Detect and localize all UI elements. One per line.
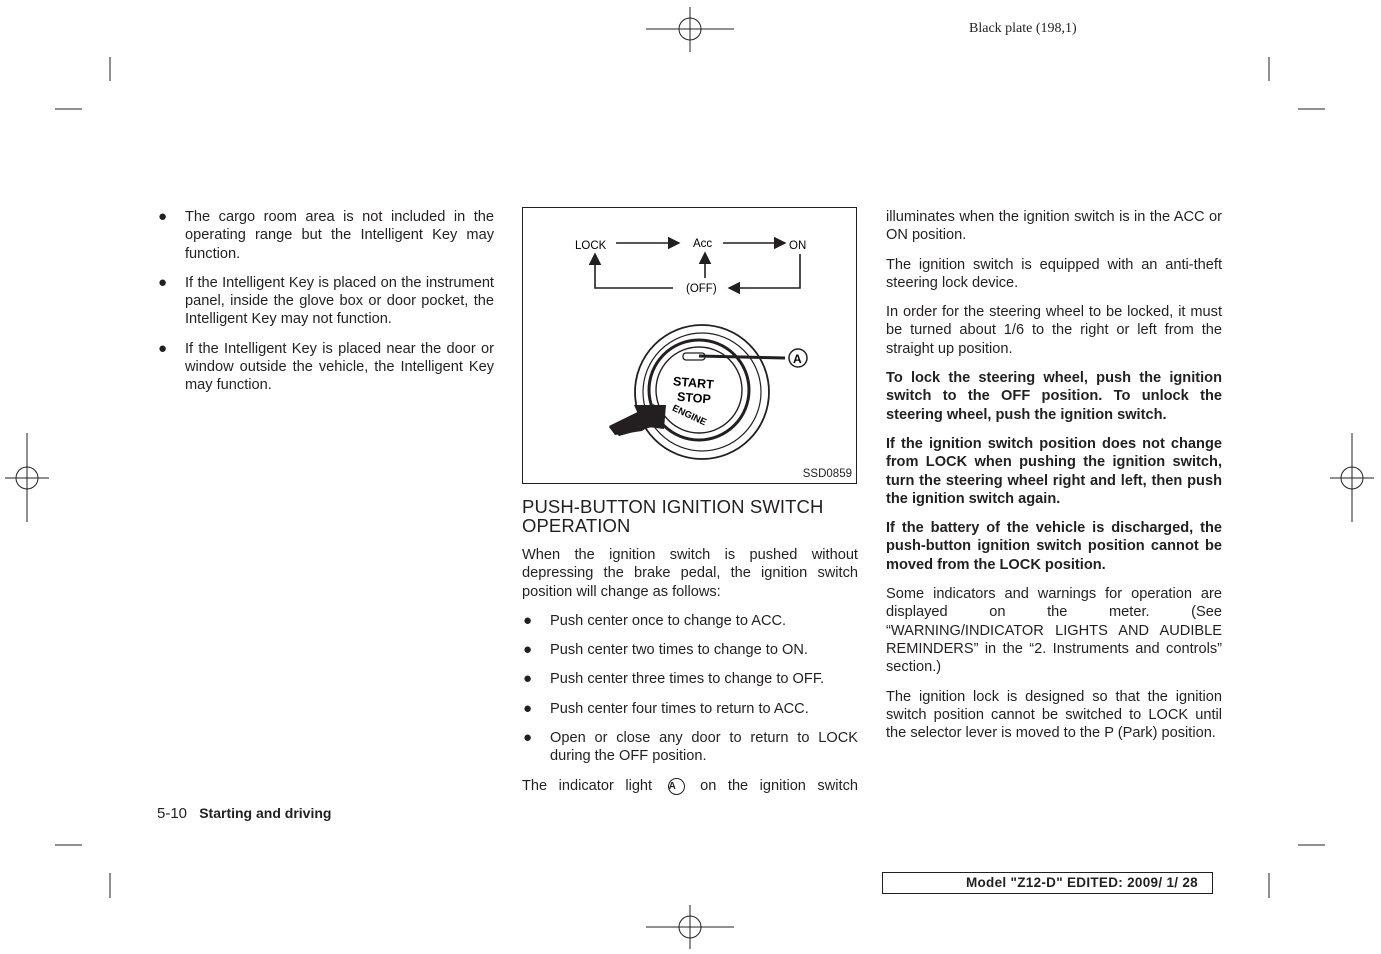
list-item-text: If the Intelligent Key is placed near the door or window outside the vehicle, the Intelligent Key may function. bbox=[185, 340, 494, 394]
bullet-icon: ● bbox=[523, 699, 533, 717]
intro-paragraph: When the ignition switch is pushed without depressing the brake pedal, the ignition switch position will change as follows: bbox=[522, 547, 858, 600]
paragraph: Some indicators and warnings for operation are displayed on the meter. (See “WARNING/INDICATOR LIGHTS AND AUDIBLE REMINDERS” in the “2. Instruments and controls” section.) bbox=[886, 586, 1222, 676]
plate-label: Black plate (198,1) bbox=[969, 21, 1077, 36]
button-stop-text: STOP bbox=[676, 389, 712, 407]
middle-bullet-list bbox=[522, 612, 858, 766]
button-engine-text: ENGINE bbox=[670, 402, 709, 429]
page-number: 5-10 bbox=[157, 805, 188, 822]
list-item bbox=[522, 612, 858, 630]
list-item bbox=[522, 670, 858, 688]
bullet-icon: ● bbox=[523, 611, 533, 629]
bullet-icon: ● bbox=[158, 208, 168, 225]
list-item bbox=[522, 729, 858, 766]
list-item bbox=[522, 641, 858, 659]
section-name: Starting and driving bbox=[199, 805, 332, 821]
page-footer bbox=[157, 805, 331, 822]
list-item-text: Push center once to change to ACC. bbox=[550, 612, 787, 629]
indicator-text-after: on the ignition switch bbox=[700, 777, 858, 794]
bullet-icon: ● bbox=[523, 670, 533, 688]
section-heading: PUSH-BUTTON IGNITION SWITCH OPERATION bbox=[522, 496, 824, 536]
list-item bbox=[157, 208, 494, 263]
bold-paragraph: If the ignition switch position does not change from LOCK when pushing the ignition switch, turn the steering wheel right and left, then push the ignition switch again. bbox=[886, 435, 1222, 507]
middle-column bbox=[522, 497, 858, 806]
arrow-on-to-off bbox=[729, 254, 800, 288]
on-label: ON bbox=[789, 240, 807, 252]
list-item-text: Open or close any door to return to LOCK during the OFF position. bbox=[550, 730, 858, 765]
button-start-text: START bbox=[672, 374, 715, 392]
right-column bbox=[886, 208, 1222, 753]
list-item-text: Push center two times to change to ON. bbox=[550, 642, 808, 659]
bullet-icon: ● bbox=[523, 729, 533, 747]
bold-paragraph: If the battery of the vehicle is discharged, the push-button ignition switch position cannot be moved from the LOCK position. bbox=[886, 520, 1222, 573]
paragraph: The ignition lock is designed so that the ignition switch position cannot be switched to LOCK until the selector lever is moved to the P (Park) position. bbox=[886, 688, 1222, 742]
ignition-switch-figure bbox=[522, 207, 857, 484]
model-edited-box: Model "Z12-D" EDITED: 2009/ 1/ 28 bbox=[882, 872, 1213, 894]
bullet-icon: ● bbox=[523, 641, 533, 659]
paragraph: illuminates when the ignition switch is in the ACC or ON position. bbox=[886, 209, 1222, 244]
figure-code: SSD0859 bbox=[802, 468, 852, 480]
list-item bbox=[157, 274, 494, 329]
list-item bbox=[522, 700, 858, 718]
left-bullet-list bbox=[157, 208, 494, 395]
indicator-text-before: The indicator light bbox=[522, 777, 653, 794]
paragraph: The ignition switch is equipped with an anti-theft steering lock device. bbox=[886, 256, 1222, 291]
indicator-line bbox=[522, 777, 858, 795]
ignition-button bbox=[635, 325, 769, 459]
list-item-text: The cargo room area is not included in the operating range but the Intelligent Key may function. bbox=[185, 209, 494, 262]
callout-a-label: A bbox=[793, 352, 802, 366]
bullet-icon: ● bbox=[158, 273, 168, 291]
callout-leader bbox=[699, 356, 785, 358]
lock-label: LOCK bbox=[575, 240, 607, 252]
acc-label: Acc bbox=[693, 238, 713, 250]
list-item bbox=[157, 340, 494, 395]
list-item-text: Push center three times to change to OFF. bbox=[550, 671, 825, 688]
off-label: (OFF) bbox=[686, 283, 717, 295]
list-item-text: If the Intelligent Key is placed on the instrument panel, inside the glove box or door pocket, the Intelligent Key may not function. bbox=[185, 274, 494, 328]
left-column bbox=[157, 208, 494, 406]
list-item-text: Push center four times to return to ACC. bbox=[550, 700, 809, 717]
arrow-off-to-lock bbox=[595, 254, 673, 288]
bold-paragraph: To lock the steering wheel, push the ignition switch to the OFF position. To unlock the steering wheel, push the ignition switch. bbox=[886, 370, 1222, 423]
circled-a-icon: A bbox=[668, 778, 685, 795]
bullet-icon: ● bbox=[158, 339, 168, 357]
paragraph: In order for the steering wheel to be locked, it must be turned about 1/6 to the right or left from the straight up position. bbox=[886, 304, 1222, 357]
ignition-diagram bbox=[523, 208, 856, 483]
